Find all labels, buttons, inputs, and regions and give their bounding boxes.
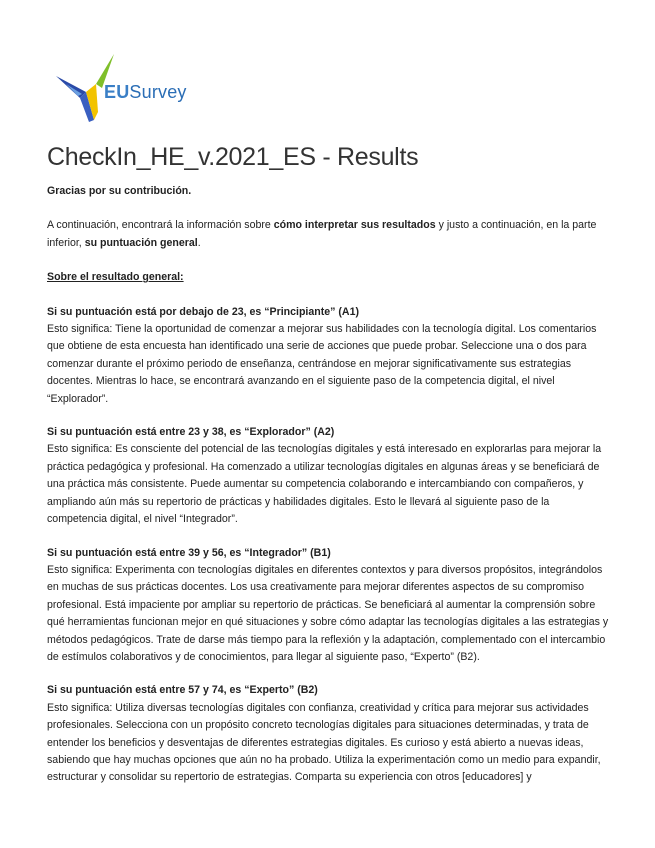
intro-text-2: y justo a continuación, en la parte inferior, [47,219,597,249]
intro-paragraph [47,217,609,252]
eusurvey-wordmark [104,82,187,103]
intro-text-3: . [197,236,201,249]
level-description: Esto significa: Experimenta con tecnologías digitales en diferentes contextos y para diversos propósitos, integrándolos en muchas de sus prácticas docentes. Los usa creativamente para mejorar diferentes aspectos de su compromiso profesional. Está impaciente por ampliar su repertorio de prácticas. Se beneficiará al aumentar la comprensión sobre qué herramientas funcionan mejor en qué situaciones y sobre cómo adaptar las tecnologías digitales a las estrategias y métodos pedagógicos. Trate de darse más tiempo para la reflexión y la adaptación, complementado con el intercambio de estímulos colaborativos y de conocimientos, para llegar al siguiente paso, “Experto” (B2). [47,563,609,663]
thanks-text: Gracias por su contribución. [47,185,192,197]
section-heading: Sobre el resultado general: [47,271,184,284]
intro-text-1: A continuación, encontrará la información sobre [47,219,274,232]
results-content [47,183,609,787]
intro-bold-2: su puntuación general [84,236,198,249]
level-heading: Si su puntuación está entre 57 y 74, es “Experto” (B2) [47,684,318,697]
level-heading: Si su puntuación está entre 39 y 56, es “Integrador” (B1) [47,546,331,559]
level-heading: Si su puntuación está entre 23 y 38, es “Explorador” (A2) [47,426,335,439]
level-description: Esto significa: Utiliza diversas tecnologías digitales con confianza, creatividad y crítica para mejorar sus actividades profesionales. Selecciona con un propósito concreto tecnologías digitales para situaciones determinadas, y trata de entender los beneficios y desventajas de diferentes estrategias digitales. Es curioso y está abierto a nuevas ideas, sabiendo que hay muchas opciones que aún no ha probado. Utiliza la experimentación como un medio para expandir, estructurar y consolidar su repertorio de estrategias. Comparta su experiencia con otros [educadores] y [47,701,601,784]
level-description: Esto significa: Es consciente del potencial de las tecnologías digitales y está interesado en explorarlas para mejorar la práctica pedagógica y profesional. Ha comenzado a utilizar tecnologías digitales en algunas áreas y se beneficiará de una práctica más consistente. Puede aumentar su competencia colaborando e intercambiando con compañeros, y ampliando aún más su repertorio de prácticas y habilidades digitales. Esto le llevará al siguiente paso de la competencia digital, el nivel “Integrador”. [47,443,602,526]
intro-bold-1: cómo interpretar sus resultados [273,219,436,232]
page-title: CheckIn_HE_v.2021_ES - Results [47,143,419,171]
logo-suffix: Survey [129,82,187,102]
logo-prefix: EU [104,82,130,102]
eusurvey-logo [56,54,196,124]
level-description: Esto significa: Tiene la oportunidad de comenzar a mejorar sus habilidades con la tecnología digital. Los comentarios que obtiene de esta encuesta han identificado una serie de acciones que puede probar. Seleccione una o dos para comenzar durante el próximo periodo de enseñanza, centrándose en mejorar significativamente sus estrategias docentes. Mientras lo hace, se encontrará avanzando en el siguiente paso de la competencia digital, el nivel “Explorador”. [47,323,597,405]
level-heading: Si su puntuación está por debajo de 23, es “Principiante” (A1) [47,305,359,318]
